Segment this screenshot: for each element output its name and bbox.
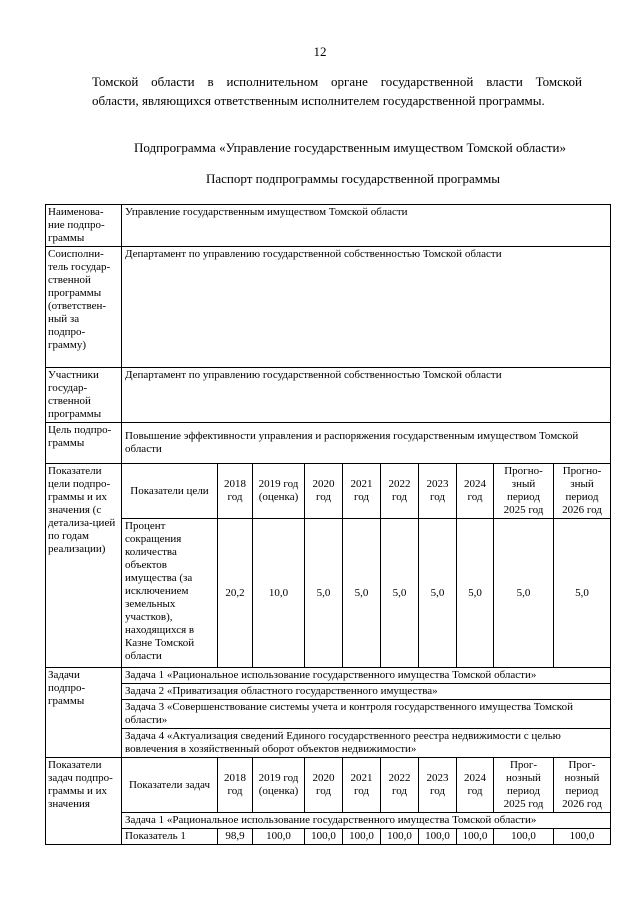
task-header-cell: 2021 год (343, 758, 381, 813)
goal-value-cell: 5,0 (457, 519, 494, 668)
goal-value-cell: 5,0 (554, 519, 611, 668)
intro-line-1: Томской области в исполнительном органе государственной власти Томской (92, 74, 582, 89)
row-goal (46, 423, 611, 464)
task-value-cell: 100,0 (457, 829, 494, 845)
task-indicators-task-row (46, 813, 611, 829)
task-header-cell: 2018 год (218, 758, 253, 813)
task-row (46, 700, 611, 729)
task-item: Задача 4 «Актуализация сведений Единого государственного реестра недвижимости с целью вовлечения в хозяйственный оборот объектов недвижимости» (122, 729, 611, 758)
task-item: Задача 1 «Рациональное использование государственного имущества Томской области» (122, 668, 611, 684)
goal-value-cell: 5,0 (494, 519, 554, 668)
row-goal-indicators-label: Показатели цели подпро-граммы и их значения (с детализа-цией по годам реализации) (46, 464, 122, 668)
task-header-cell: 2024 год (457, 758, 494, 813)
row-coexecutor (46, 247, 611, 368)
goal-value-cell: 5,0 (343, 519, 381, 668)
goal-value-cell: 20,2 (218, 519, 253, 668)
task-value-cell: 100,0 (381, 829, 419, 845)
row-name-value: Управление государственным имуществом Томской области (122, 205, 611, 247)
row-participants-label: Участники государ-ственной программы (46, 368, 122, 423)
goal-value-cell: 5,0 (419, 519, 457, 668)
task-value-cell: 100,0 (554, 829, 611, 845)
goal-indicator-name: Процент сокращения количества объектов имущества (за исключением земельных участков), находящихся в Казне Томской области (122, 519, 218, 668)
row-goal-label: Цель подпро-граммы (46, 423, 122, 464)
goal-indicators-header-row (46, 464, 611, 519)
task-header-cell: 2022 год (381, 758, 419, 813)
subprogram-title: Подпрограмма «Управление государственным имуществом Томской области» (134, 140, 566, 155)
task-header-cell: 2019 год (оценка) (253, 758, 305, 813)
passport-table (45, 204, 611, 845)
row-task-indicators-label: Показатели задач подпро-граммы и их значения (46, 758, 122, 845)
task-row (46, 684, 611, 700)
task-indicators-task1: Задача 1 «Рациональное использование государственного имущества Томской области» (122, 813, 611, 829)
task-value-cell: 98,9 (218, 829, 253, 845)
task-value-cell: 100,0 (494, 829, 554, 845)
task-item: Задача 3 «Совершенствование системы учета и контроля государственного имущества Томской области» (122, 700, 611, 729)
task-value-cell: 100,0 (305, 829, 343, 845)
goal-value-cell: 5,0 (305, 519, 343, 668)
task-header-cell: Показатели задач (122, 758, 218, 813)
goal-header-cell: Прогно-зный период 2025 год (494, 464, 554, 519)
goal-header-cell: 2020 год (305, 464, 343, 519)
intro-line-2: области, являющихся ответственным исполнителем государственной программы. (92, 93, 545, 108)
row-participants (46, 368, 611, 423)
goal-header-cell: 2019 год (оценка) (253, 464, 305, 519)
task-header-cell: 2023 год (419, 758, 457, 813)
task-value-cell: 100,0 (343, 829, 381, 845)
task-indicators-value-row (46, 829, 611, 845)
task-row (46, 729, 611, 758)
row-coexecutor-label: Соисполни-тель государ-ственной программы (ответствен-ный за подпро-грамму) (46, 247, 122, 368)
goal-header-cell: 2018 год (218, 464, 253, 519)
goal-header-cell: Прогно-зный период 2026 год (554, 464, 611, 519)
goal-header-cell: 2021 год (343, 464, 381, 519)
row-participants-value: Департамент по управлению государственной собственностью Томской области (122, 368, 611, 423)
task-header-cell: Прог-нозный период 2026 год (554, 758, 611, 813)
page-number: 12 (313, 44, 327, 59)
goal-value-cell: 5,0 (381, 519, 419, 668)
task-value-cell: 100,0 (253, 829, 305, 845)
row-coexecutor-value: Департамент по управлению государственной собственностью Томской области (122, 247, 611, 368)
goal-header-cell: 2023 год (419, 464, 457, 519)
row-name-label: Наименова-ние подпро-граммы (46, 205, 122, 247)
goal-header-cell: Показатели цели (122, 464, 218, 519)
row-goal-value: Повышение эффективности управления и распоряжения государственным имуществом Томской области (122, 423, 611, 464)
goal-value-cell: 10,0 (253, 519, 305, 668)
intro-paragraph (92, 72, 582, 110)
row-tasks-label: Задачи подпро-граммы (46, 668, 122, 758)
row-name (46, 205, 611, 247)
task-indicator-name: Показатель 1 (122, 829, 218, 845)
task-header-cell: Прог-нозный период 2025 год (494, 758, 554, 813)
task-row (46, 668, 611, 684)
goal-header-cell: 2022 год (381, 464, 419, 519)
goal-indicators-value-row (46, 519, 611, 668)
task-indicators-header-row (46, 758, 611, 813)
task-value-cell: 100,0 (419, 829, 457, 845)
task-header-cell: 2020 год (305, 758, 343, 813)
task-item: Задача 2 «Приватизация областного государственного имущества» (122, 684, 611, 700)
passport-title: Паспорт подпрограммы государственной программы (206, 171, 500, 186)
goal-header-cell: 2024 год (457, 464, 494, 519)
